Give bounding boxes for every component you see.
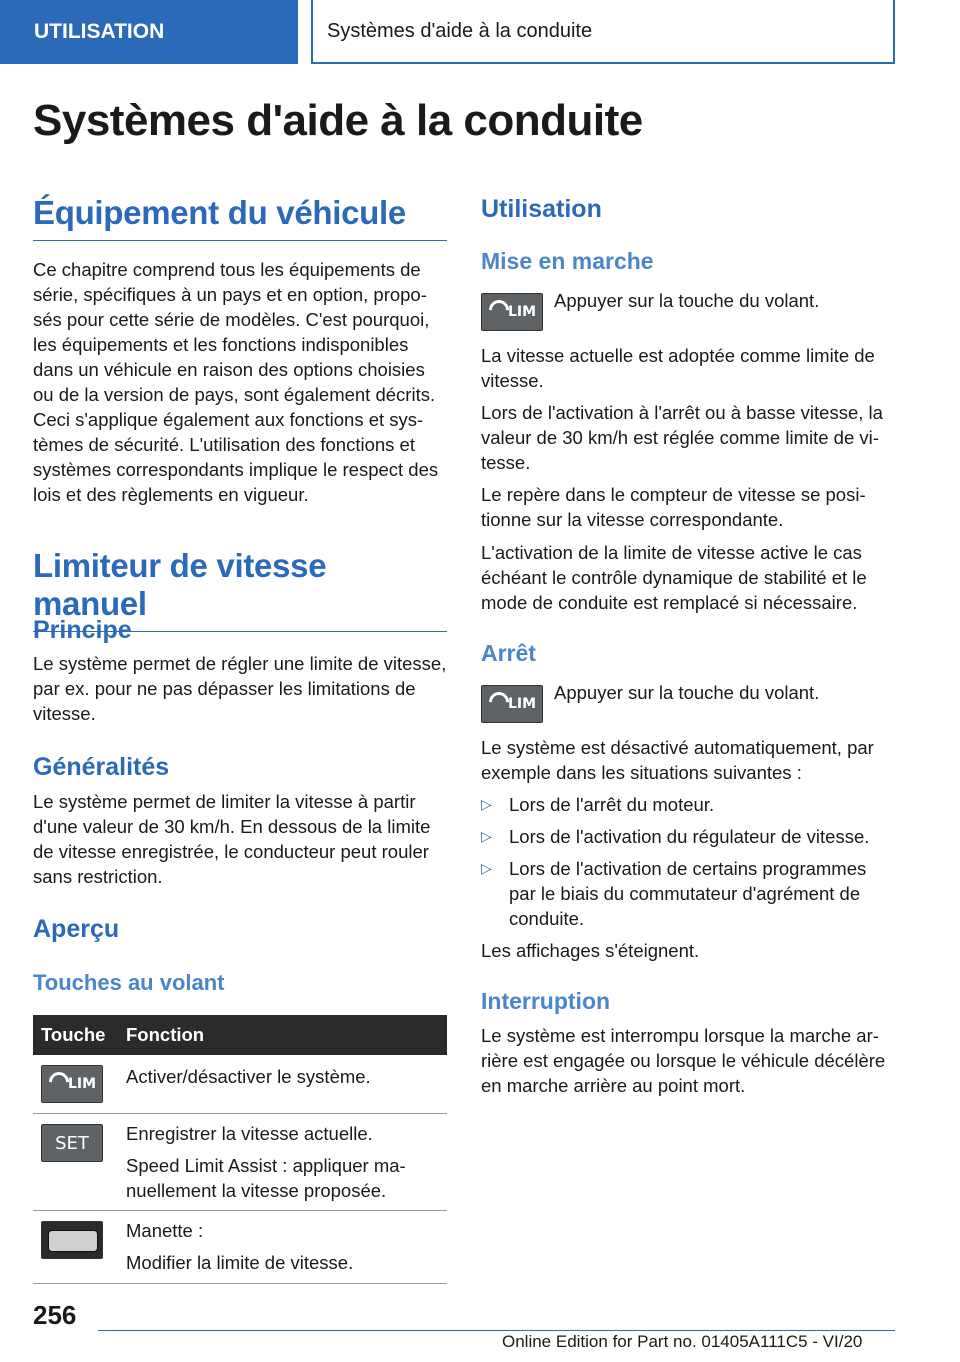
table-row xyxy=(33,1211,447,1284)
buttons-table xyxy=(33,1015,447,1284)
apercu-heading: Aperçu xyxy=(33,915,120,943)
list-item: ▷ Lors de l'activation du régulateur de vitesse. xyxy=(481,826,870,847)
mise-en-marche-heading: Mise en marche xyxy=(481,248,654,274)
lim-button-icon: LIM xyxy=(41,1065,103,1108)
footer-divider xyxy=(98,1330,895,1331)
lim-button-icon: LIM xyxy=(481,685,543,728)
generalites-text: Le système permet de limiter la vitesse à partir d'une valeur de 30 km/h. En dessous de la limite de vitesse enregistrée, le conducteur peut rouler sans restriction. xyxy=(33,791,431,887)
interruption-heading: Interruption xyxy=(481,988,611,1014)
arret-text-1: Le système est désactivé automatiquement, par exemple dans les situations suivantes : xyxy=(481,737,874,783)
footer-edition: Online Edition for Part no. 01405A111C5 - VI/20 xyxy=(502,1332,863,1351)
principe-heading: Principe xyxy=(33,616,132,644)
list-item: ▷ Lors de l'arrêt du moteur. xyxy=(481,794,715,815)
row-text: Speed Limit Assist : appliquer manuellement la vitesse proposée. xyxy=(126,1155,406,1201)
utilisation-heading: Utilisation xyxy=(481,195,602,223)
interruption-text: Le système est interrompu lorsque la marche arrière est engagée ou lorsque le véhicule décélère en marche arrière au point mort. xyxy=(481,1025,886,1096)
triangle-bullet-icon: ▷ xyxy=(481,828,492,844)
mise-text-3: Le repère dans le compteur de vitesse se positionne sur la vitesse correspondante. xyxy=(481,484,866,530)
touches-heading: Touches au volant xyxy=(33,970,225,995)
row-text: Manette : xyxy=(126,1220,204,1241)
rocker-switch-icon xyxy=(41,1221,103,1264)
list-item: ▷ Lors de l'activation de certains programmes par le biais du commutateur d'agrément de conduite. xyxy=(481,858,867,929)
row-text: Modifier la limite de vitesse. xyxy=(126,1252,354,1273)
arret-heading: Arrêt xyxy=(481,640,536,666)
triangle-bullet-icon: ▷ xyxy=(481,796,492,812)
header-chapter-title: Systèmes d'aide à la conduite xyxy=(311,0,895,64)
equipment-heading: Équipement du véhicule xyxy=(33,194,447,241)
set-button-icon: SET xyxy=(41,1124,103,1167)
triangle-bullet-icon: ▷ xyxy=(481,860,492,876)
row-text: Enregistrer la vitesse actuelle. xyxy=(126,1123,373,1144)
page-title: Systèmes d'aide à la conduite xyxy=(33,96,643,145)
generalites-heading: Généralités xyxy=(33,753,170,781)
page-number: 256 xyxy=(33,1300,77,1330)
lim-button-icon: LIM xyxy=(481,293,543,336)
col-touche: Touche xyxy=(41,1024,106,1045)
equipment-text: Ce chapitre comprend tous les équipements de série, spécifiques à un pays et en option, proposés pour cette série de modèles. C'est pourquoi, les équipements et les fonctions indisponibles dans un véhicule en raison des options choisies ou de la version de pays, sont également décrits. Ceci s'applique également aux fonctions et systèmes de sécurité. L'utilisation des fonctions et systèmes correspondants implique le respect des lois et des règlements en vigueur. xyxy=(33,259,439,505)
arret-text-2: Les affichages s'éteignent. xyxy=(481,940,700,961)
mise-text-1: La vitesse actuelle est adoptée comme limite de vitesse. xyxy=(481,345,875,391)
mise-button-text: Appuyer sur la touche du volant. xyxy=(554,290,820,311)
header-section-tab: UTILISATION xyxy=(0,0,298,64)
principe-text: Le système permet de régler une limite de vitesse, par ex. pour ne pas dépasser les limitations de vitesse. xyxy=(33,653,447,724)
table-row xyxy=(33,1114,447,1211)
table-row xyxy=(33,1055,447,1114)
mise-text-2: Lors de l'activation à l'arrêt ou à basse vitesse, la valeur de 30 km/h est réglée comme limite de vitesse. xyxy=(481,402,883,473)
limiter-heading: Limiteur de vitesse manuel xyxy=(33,547,447,632)
col-fonction: Fonction xyxy=(126,1024,205,1045)
arret-button-text: Appuyer sur la touche du volant. xyxy=(554,682,820,703)
table-header xyxy=(33,1015,447,1055)
row-text: Activer/désactiver le système. xyxy=(126,1066,371,1087)
mise-text-4: L'activation de la limite de vitesse active le cas échéant le contrôle dynamique de stabilité et le mode de conduite est remplacé si nécessaire. xyxy=(481,542,867,613)
